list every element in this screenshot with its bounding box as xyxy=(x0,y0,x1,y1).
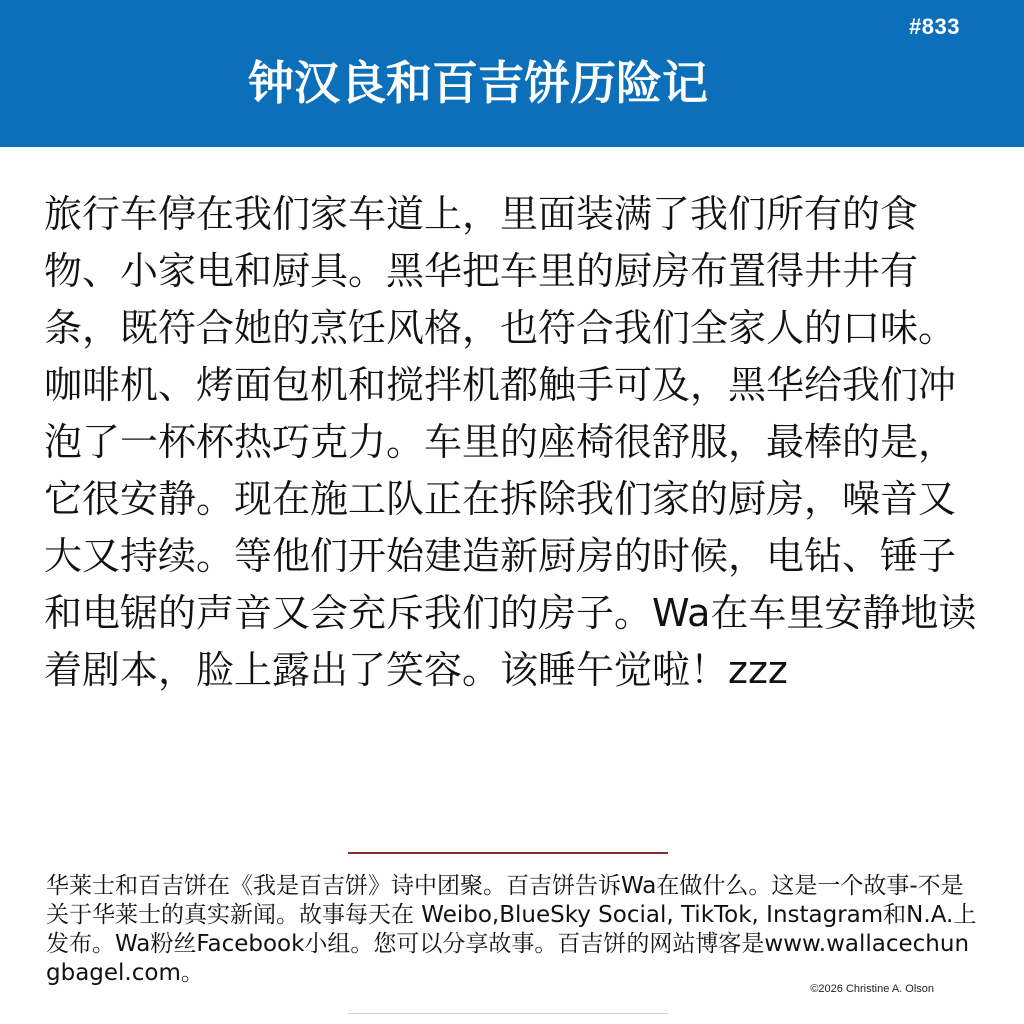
bottom-divider xyxy=(348,1013,668,1014)
header-banner xyxy=(0,0,1024,147)
page-title: 钟汉良和百吉饼历险记 xyxy=(248,56,708,110)
copyright-notice: ©2026 Christine A. Olson xyxy=(810,983,934,995)
divider xyxy=(348,852,668,854)
story-text: 旅行车停在我们家车道上，里面装满了我们所有的食物、小家电和厨具。黑华把车里的厨房布置得井井有条，既符合她的烹饪风格，也符合我们全家人的口味。咖啡机、烤面包机和搅拌机都触手可及，黑华给我们冲泡了一杯杯热巧克力。车里的座椅很舒服，最棒的是，它很安静。现在施工队正在拆除我们家的厨房，噪音又大又持续。等他们开始建造新厨房的时候，电钻、锤子和电锯的声音又会充斥我们的房子。Wa在车里安静地读着剧本，脸上露出了笑容。该睡午觉啦！zzz xyxy=(44,192,977,692)
episode-number: #833 xyxy=(909,14,960,39)
footer-text: 华莱士和百吉饼在《我是百吉饼》诗中团聚。百吉饼告诉Wa在做什么。这是一个故事-不是关于华莱士的真实新闻。故事每天在 Weibo,BlueSky Social, TikTok, Instagram和N.A.上发布。Wa粉丝Facebook小组。您可以分享故事。百吉饼的网站博客是www.wallacechungbagel.com。 xyxy=(46,873,977,986)
